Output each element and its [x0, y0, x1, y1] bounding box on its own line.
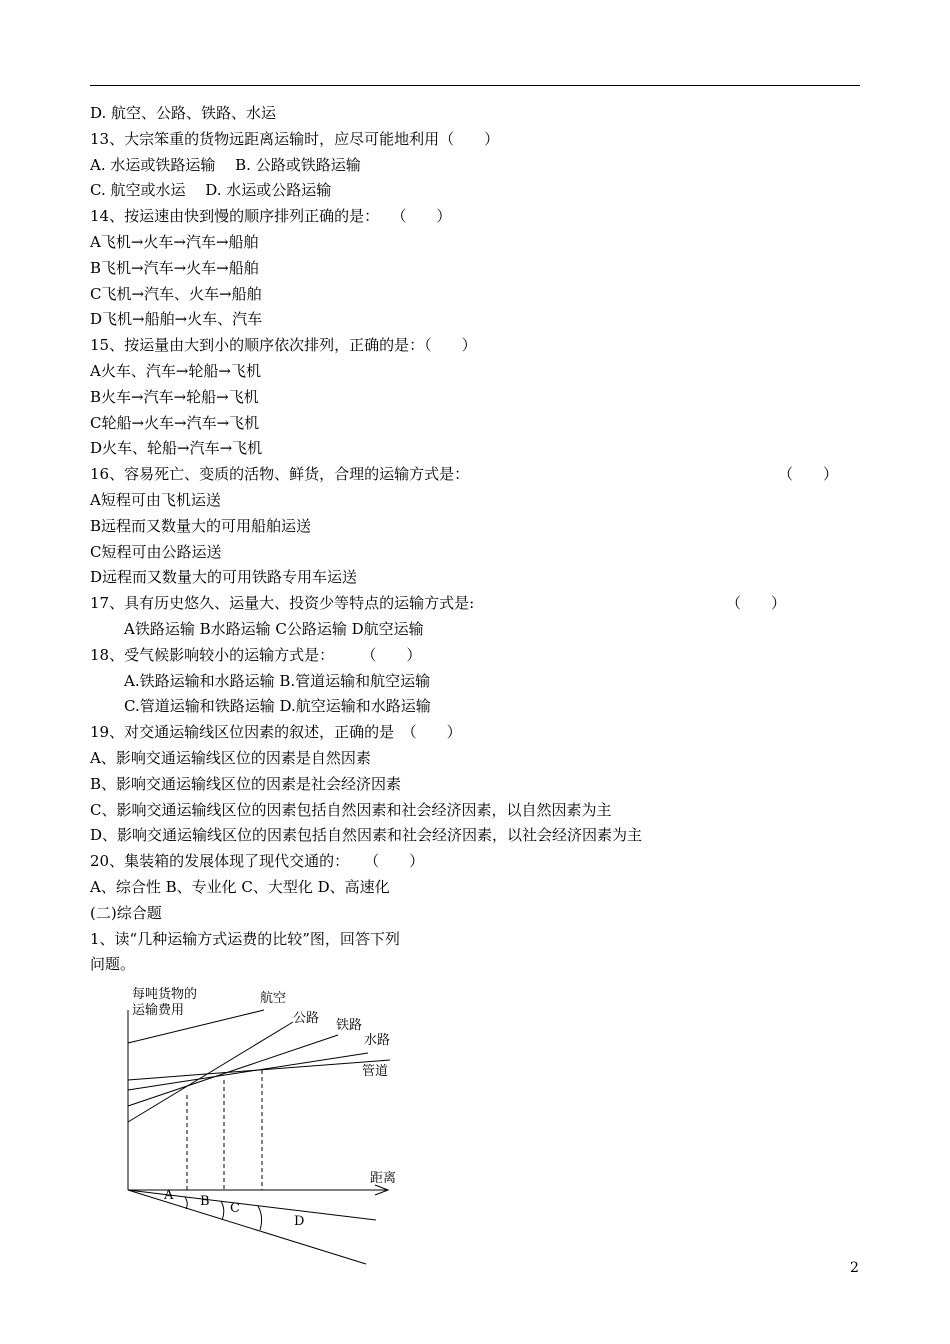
- text-line-content: 15、按运量由大到小的顺序依次排列，正确的是：（ ）: [90, 336, 477, 355]
- text-line-content: B远程而又数量大的可用船舶运送: [90, 516, 312, 535]
- text-line: [90, 101, 870, 127]
- text-line: [90, 823, 870, 849]
- page-number: 2: [850, 1260, 859, 1276]
- text-line: [90, 540, 870, 566]
- series-label-aviation: 航空: [260, 991, 287, 1006]
- answer-bracket: （ ）: [726, 594, 787, 613]
- series-label-waterway: 水路: [364, 1033, 391, 1048]
- text-line: [90, 643, 870, 669]
- text-line: [90, 565, 870, 591]
- text-line: [90, 256, 870, 282]
- text-line: [90, 669, 870, 695]
- text-line-content: A.铁路运输和水路运输 B.管道运输和航空运输: [124, 671, 431, 690]
- text-line-content: C短程可由公路运送: [90, 542, 222, 561]
- text-line: [90, 746, 870, 772]
- text-line-content: B、影响交通运输线区位的因素是社会经济因素: [90, 774, 402, 793]
- text-line: [90, 488, 870, 514]
- text-line-content: 18、受气候影响较小的运输方式是： （ ）: [90, 645, 422, 664]
- text-line: [90, 927, 870, 953]
- y-axis-label-1: 每吨货物的: [132, 987, 198, 1002]
- text-line-content: (二)综合题: [90, 903, 162, 922]
- text-line: [90, 436, 870, 462]
- text-line: [90, 204, 870, 230]
- text-line: [90, 333, 870, 359]
- y-axis-label-2: 运输费用: [132, 1003, 185, 1018]
- line-pipeline: [128, 1060, 390, 1080]
- text-line: [90, 694, 870, 720]
- freight-cost-diagram: [118, 980, 418, 1270]
- text-line-content: 1、读“几种运输方式运费的比较”图，回答下列: [90, 929, 400, 948]
- zone-arc-1: [185, 1197, 187, 1209]
- series-label-railway: 铁路: [336, 1018, 363, 1033]
- zone-label-d: D: [294, 1214, 305, 1229]
- text-line-content: A、综合性 B、专业化 C、大型化 D、高速化: [90, 877, 390, 896]
- text-line-content: 19、对交通运输线区位因素的叙述，正确的是 （ ）: [90, 723, 462, 742]
- header-rule: [90, 85, 860, 86]
- text-line-content: C轮船→火车→汽车→飞机: [90, 413, 260, 432]
- line-railway: [128, 1035, 338, 1106]
- text-line: [90, 591, 870, 617]
- text-line-content: D飞机→船舶→火车、汽车: [90, 310, 263, 329]
- series-label-highway: 公路: [293, 1011, 320, 1026]
- text-line: [90, 230, 870, 256]
- text-line-content: D. 航空、公路、铁路、水运: [90, 104, 277, 122]
- text-line-content: D火车、轮船→汽车→飞机: [90, 439, 263, 458]
- text-line-content: 20、集装箱的发展体现了现代交通的： （ ）: [90, 852, 425, 871]
- answer-bracket: （ ）: [778, 465, 839, 484]
- text-line: [90, 798, 870, 824]
- text-line: [90, 875, 870, 901]
- text-line: [90, 127, 870, 153]
- line-waterway: [128, 1053, 368, 1090]
- text-line-content: A飞机→火车→汽车→船舶: [90, 232, 259, 251]
- text-line: [90, 901, 870, 927]
- text-line-content: B火车→汽车→轮船→飞机: [90, 387, 259, 406]
- zone-arc-3: [258, 1206, 262, 1230]
- text-line-content: A. 水运或铁路运输 B. 公路或铁路运输: [90, 155, 361, 174]
- text-line: [90, 411, 870, 437]
- text-line: [90, 952, 870, 978]
- text-line-content: 问题。: [90, 955, 136, 974]
- zone-label-a: A: [164, 1188, 174, 1203]
- text-line: [90, 772, 870, 798]
- text-line: [90, 153, 870, 179]
- text-line-content: C.管道运输和铁路运输 D.航空运输和水路运输: [124, 697, 431, 716]
- text-line: [90, 849, 870, 875]
- text-line-content: A短程可由飞机运送: [90, 490, 221, 509]
- zone-label-c: C: [230, 1201, 240, 1216]
- text-line: [90, 617, 870, 643]
- text-line-content: 17、具有历史悠久、运量大、投资少等特点的运输方式是:: [90, 594, 475, 613]
- text-line-content: C. 航空或水运 D. 水运或公路运输: [90, 181, 332, 200]
- text-line-content: 14、按运速由快到慢的顺序排列正确的是： （ ）: [90, 207, 452, 226]
- text-line: [90, 462, 870, 488]
- text-line: [90, 178, 870, 204]
- text-line-content: C飞机→汽车、火车→船舶: [90, 284, 262, 303]
- text-line: [90, 282, 870, 308]
- text-line-content: A火车、汽车→轮船→飞机: [90, 361, 261, 380]
- zone-arc-2: [221, 1201, 224, 1220]
- text-line: [90, 359, 870, 385]
- text-line-content: C、影响交通运输线区位的因素包括自然因素和社会经济因素，以自然因素为主: [90, 800, 612, 819]
- text-line-content: A铁路运输 B水路运输 C公路运输 D航空运输: [124, 619, 424, 638]
- text-line: [90, 385, 870, 411]
- question-text: [90, 101, 870, 978]
- text-line-content: D、影响交通运输线区位的因素包括自然因素和社会经济因素，以社会经济因素为主: [90, 826, 643, 845]
- series-label-pipeline: 管道: [362, 1064, 389, 1079]
- text-line: [90, 720, 870, 746]
- zone-label-b: B: [200, 1194, 210, 1209]
- text-line-content: 13、大宗笨重的货物远距离运输时，应尽可能地利用（ ）: [90, 129, 500, 148]
- text-line-content: D远程而又数量大的可用铁路专用车运送: [90, 568, 358, 587]
- text-line-content: 16、容易死亡、变质的活物、鲜货，合理的运输方式是：: [90, 465, 470, 484]
- x-axis-label: 距离: [370, 1171, 397, 1186]
- text-line: [90, 307, 870, 333]
- text-line: [90, 514, 870, 540]
- text-line-content: A、影响交通运输线区位的因素是自然因素: [90, 748, 371, 767]
- text-line-content: B飞机→汽车→火车→船舶: [90, 258, 259, 277]
